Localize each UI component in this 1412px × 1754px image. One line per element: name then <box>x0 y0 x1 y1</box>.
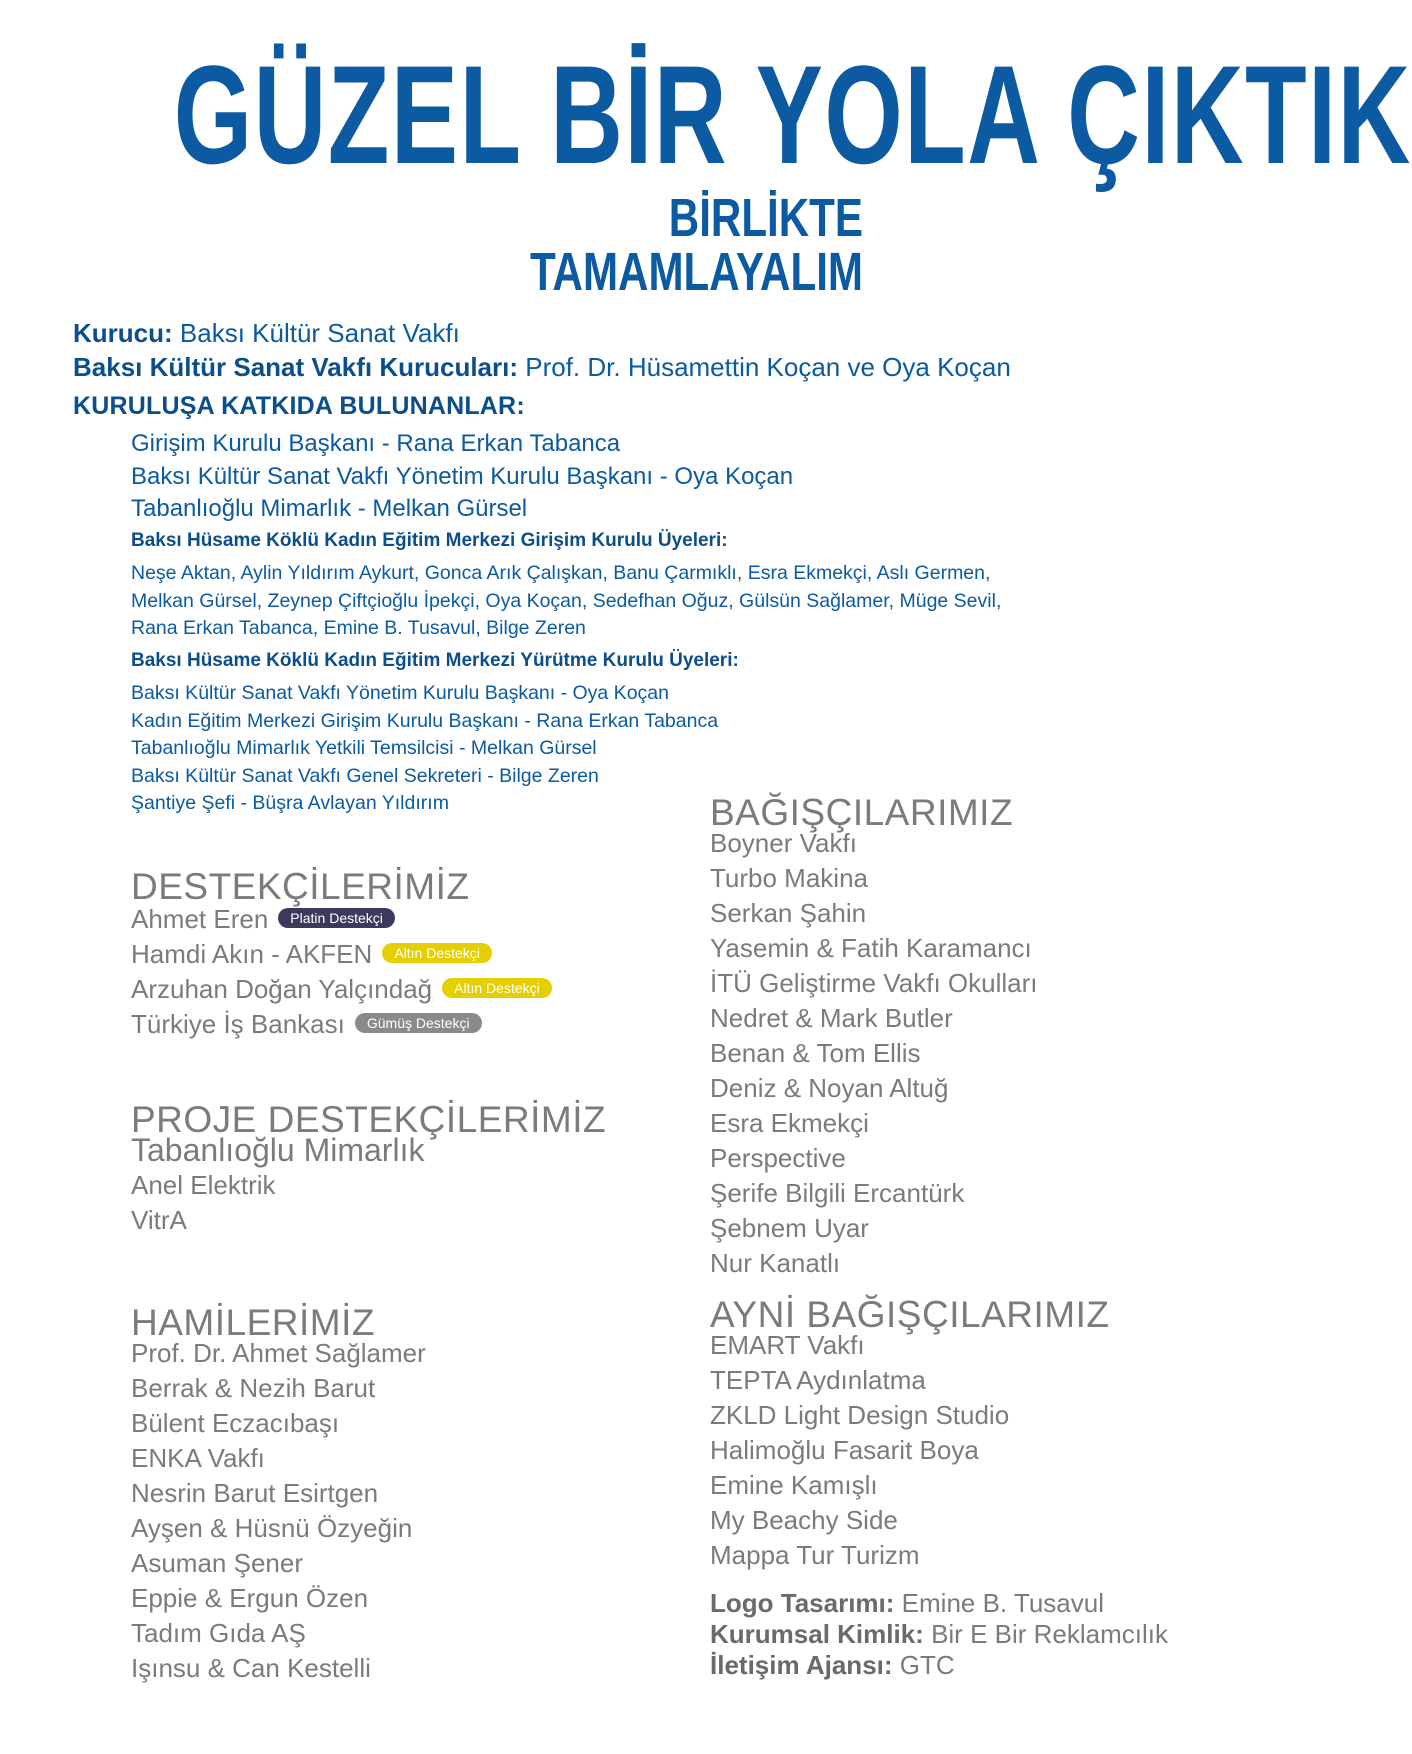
gold-badge: Altın Destekçi <box>442 978 552 998</box>
list-item: Turbo Makina <box>710 863 868 893</box>
page-title: GÜZEL BİR YOLA ÇIKTIK <box>173 36 1412 193</box>
list-item: Melkan Gürsel, Zeynep Çiftçioğlu İpekçi, Oya Koçan, Sedefhan Oğuz, Gülsün Sağlamer, Müge Sevil, <box>131 589 1002 612</box>
list-item: ZKLD Light Design Studio <box>710 1400 1010 1430</box>
list-item: Asuman Şener <box>131 1548 303 1578</box>
list-item: Perspective <box>710 1143 846 1173</box>
list-item: İTÜ Geliştirme Vakfı Okulları <box>710 968 1038 998</box>
list-item: Kadın Eğitim Merkezi Girişim Kurulu Başkanı - Rana Erkan Tabanca <box>131 709 719 732</box>
list-item: ENKA Vakfı <box>131 1443 265 1473</box>
list-item: Berrak & Nezih Barut <box>131 1373 376 1403</box>
subtitle-line-1: BİRLİKTE <box>668 188 863 248</box>
supporters-heading: DESTEKÇİLERİMİZ <box>131 866 470 907</box>
list-item: Neşe Aktan, Aylin Yıldırım Aykurt, Gonca Arık Çalışkan, Banu Çarmıklı, Esra Ekmekçi, Aslı Germen, <box>131 562 991 584</box>
list-item: Mappa Tur Turizm <box>710 1540 920 1570</box>
vakif-founders-value: Prof. Dr. Hüsamettin Koçan ve Oya Koçan <box>525 352 1011 382</box>
list-item: Prof. Dr. Ahmet Sağlamer <box>131 1338 426 1368</box>
project-supporters-list <box>131 1133 424 1238</box>
supporter-name: Hamdi Akın - AKFEN <box>131 939 373 969</box>
list-item: Tadım Gıda AŞ <box>131 1618 306 1648</box>
patrons-heading: HAMİLERİMİZ <box>131 1302 375 1343</box>
credit-label: Kurumsal Kimlik: <box>710 1619 924 1649</box>
list-item: Yasemin & Fatih Karamancı <box>710 933 1032 963</box>
list-item: Tabanlıoğlu Mimarlık Yetkili Temsilcisi - Melkan Gürsel <box>131 737 597 759</box>
supporter-item <box>131 902 552 937</box>
list-item: Bülent Eczacıbaşı <box>131 1408 340 1438</box>
supporter-item <box>131 937 552 972</box>
credit-label: İletişim Ajansı: <box>710 1650 893 1680</box>
supporter-name: Türkiye İş Bankası <box>131 1009 345 1039</box>
platinum-badge: Platin Destekçi <box>278 908 395 928</box>
list-item: VitrA <box>131 1205 187 1235</box>
list-item: Baksı Kültür Sanat Vakfı Yönetim Kurulu Başkanı - Oya Koçan <box>131 462 794 490</box>
credit-value: Bir E Bir Reklamcılık <box>931 1619 1168 1649</box>
list-item: My Beachy Side <box>710 1505 898 1535</box>
patrons-list <box>131 1336 426 1686</box>
credit-value: GTC <box>899 1650 955 1680</box>
vakif-founders-line <box>73 350 1011 384</box>
list-item: Anel Elektrik <box>131 1170 276 1200</box>
list-item: Şebnem Uyar <box>710 1213 869 1243</box>
list-item: Benan & Tom Ellis <box>710 1038 921 1068</box>
list-item: Boyner Vakfı <box>710 828 857 858</box>
girisim-members <box>131 560 1001 643</box>
supporter-name: Arzuhan Doğan Yalçındağ <box>131 974 433 1004</box>
subtitle-line-2: TAMAMLAYALIM <box>529 242 863 302</box>
yurutme-members <box>131 680 718 818</box>
list-item: Işınsu & Can Kestelli <box>131 1653 371 1683</box>
list-item: EMART Vakfı <box>710 1330 865 1360</box>
project-supporters-heading: PROJE DESTEKÇİLERİMİZ <box>131 1099 607 1140</box>
list-item: Eppie & Ergun Özen <box>131 1583 369 1613</box>
list-item: Şantiye Şefi - Büşra Avlayan Yıldırım <box>131 792 449 814</box>
list-item: Tabanlıoğlu Mimarlık <box>131 1132 425 1168</box>
list-item: Nesrin Barut Esirtgen <box>131 1478 379 1508</box>
vakif-founders-label: Baksı Kültür Sanat Vakfı Kurucuları: <box>73 352 519 382</box>
contributors-list <box>131 428 793 526</box>
contributors-heading: KURULUŞA KATKIDA BULUNANLAR: <box>73 392 525 420</box>
gold-badge: Altın Destekçi <box>382 943 492 963</box>
credit-logo <box>710 1588 1168 1619</box>
silver-badge: Gümüş Destekçi <box>355 1013 482 1033</box>
founder-label: Kurucu: <box>73 318 173 348</box>
list-item: Baksı Kültür Sanat Vakfı Genel Sekreteri - Bilge Zeren <box>131 764 599 787</box>
founder-line <box>73 316 460 350</box>
list-item: TEPTA Aydınlatma <box>710 1365 926 1395</box>
list-item: Deniz & Noyan Altuğ <box>710 1073 949 1103</box>
list-item: Baksı Kültür Sanat Vakfı Yönetim Kurulu Başkanı - Oya Koçan <box>131 682 669 704</box>
credit-label: Logo Tasarımı: <box>710 1588 895 1618</box>
supporters-list <box>131 902 552 1042</box>
donors-list <box>710 826 1037 1281</box>
list-item: Tabanlıoğlu Mimarlık - Melkan Gürsel <box>131 495 528 522</box>
list-item: Halimoğlu Fasarit Boya <box>710 1435 979 1465</box>
list-item: Girişim Kurulu Başkanı - Rana Erkan Tabanca <box>131 430 621 457</box>
list-item: Nur Kanatlı <box>710 1248 841 1278</box>
supporter-item <box>131 972 552 1007</box>
credit-value: Emine B. Tusavul <box>901 1588 1104 1618</box>
donors-heading: BAĞIŞÇILARIMIZ <box>710 792 1014 833</box>
list-item: Serkan Şahin <box>710 898 867 928</box>
supporter-name: Ahmet Eren <box>131 904 269 934</box>
in-kind-donors-heading: AYNİ BAĞIŞÇILARIMIZ <box>710 1294 1110 1335</box>
credit-agency <box>710 1650 1168 1681</box>
credits-block <box>710 1588 1168 1681</box>
founder-value: Baksı Kültür Sanat Vakfı <box>179 318 460 348</box>
list-item: Ayşen & Hüsnü Özyeğin <box>131 1513 413 1543</box>
list-item: Emine Kamışlı <box>710 1470 878 1500</box>
supporter-item <box>131 1007 552 1042</box>
yurutme-heading: Baksı Hüsame Köklü Kadın Eğitim Merkezi Yürütme Kurulu Üyeleri: <box>131 650 739 671</box>
list-item: Nedret & Mark Butler <box>710 1003 953 1033</box>
list-item: Şerife Bilgili Ercantürk <box>710 1178 965 1208</box>
list-item: Esra Ekmekçi <box>710 1108 869 1138</box>
girisim-heading: Baksı Hüsame Köklü Kadın Eğitim Merkezi Girişim Kurulu Üyeleri: <box>131 530 728 551</box>
credit-identity <box>710 1619 1168 1650</box>
in-kind-donors-list <box>710 1328 1009 1573</box>
list-item: Rana Erkan Tabanca, Emine B. Tusavul, Bilge Zeren <box>131 617 586 639</box>
